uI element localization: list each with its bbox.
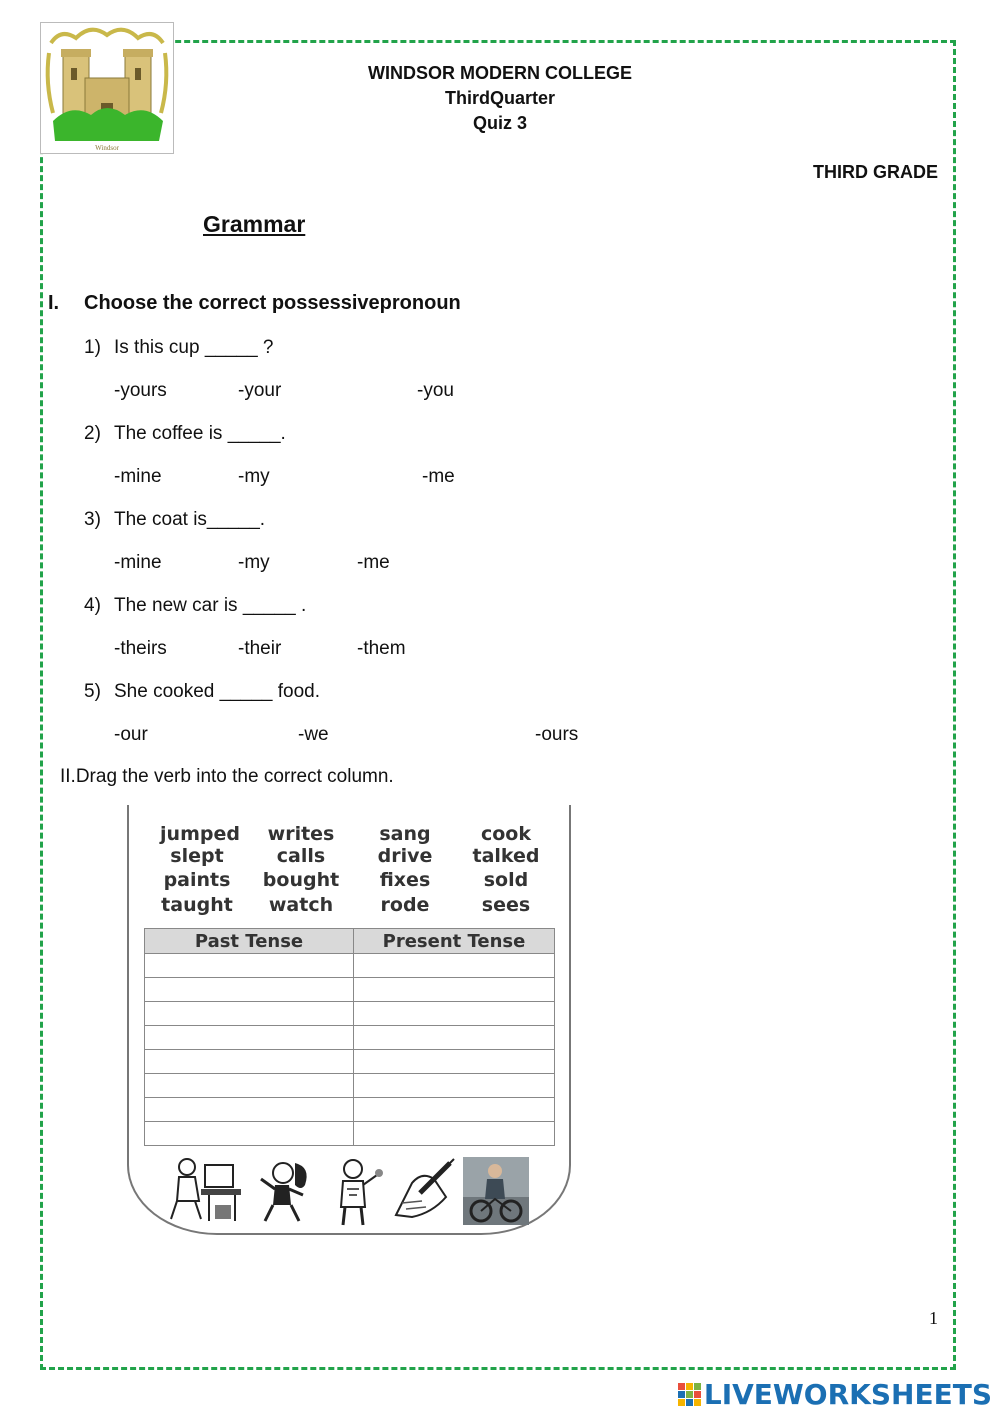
draggable-verb[interactable]: bought <box>262 869 340 891</box>
brand-prefix: LIVE <box>703 1378 773 1411</box>
column-header-past: Past Tense <box>145 929 354 954</box>
answer-option[interactable]: -mine <box>114 466 162 487</box>
drop-cell-past[interactable] <box>145 1074 354 1098</box>
question-number: 3) <box>84 509 101 530</box>
drop-cell-present[interactable] <box>354 1050 555 1074</box>
table-row <box>145 1098 555 1122</box>
draggable-verb[interactable]: taught <box>161 894 233 916</box>
answer-option[interactable]: -my <box>238 466 270 487</box>
answer-option[interactable]: -me <box>422 466 455 487</box>
answer-option[interactable]: -me <box>357 552 390 573</box>
grade-label: THIRD GRADE <box>813 162 938 182</box>
drop-cell-present[interactable] <box>354 954 555 978</box>
draggable-verb[interactable]: drive <box>377 845 433 867</box>
answer-option[interactable]: -yours <box>114 380 167 401</box>
draggable-verb[interactable]: sees <box>481 894 531 916</box>
question-number: 5) <box>84 681 101 702</box>
brand-suffix: WORKSHEETS <box>772 1378 992 1411</box>
answer-option[interactable]: -our <box>114 724 148 745</box>
question-text: The coffee is _____. <box>114 423 286 444</box>
answer-option[interactable]: -my <box>238 552 270 573</box>
question-text: The new car is _____ . <box>114 595 307 616</box>
draggable-verb[interactable]: sang <box>379 823 431 845</box>
question-number: 1) <box>84 337 101 358</box>
draggable-verb[interactable]: fixes <box>379 869 431 891</box>
draggable-verb[interactable]: calls <box>276 845 326 867</box>
drop-cell-present[interactable] <box>354 1074 555 1098</box>
drop-cell-past[interactable] <box>145 1026 354 1050</box>
table-row <box>145 1050 555 1074</box>
draggable-verb[interactable]: writes <box>267 823 335 845</box>
drop-cell-past[interactable] <box>145 1002 354 1026</box>
answer-option[interactable]: -you <box>417 380 454 401</box>
table-row <box>145 1026 555 1050</box>
question-number: 2) <box>84 423 101 444</box>
draggable-verb[interactable]: jumped <box>160 823 240 845</box>
answer-option[interactable]: -we <box>298 724 329 745</box>
phone-call-icon <box>255 1155 317 1225</box>
draggable-verb[interactable]: rode <box>380 894 430 916</box>
section1-title: Choose the correct possessivepronoun <box>84 292 461 314</box>
table-row <box>145 1074 555 1098</box>
draggable-verb[interactable]: paints <box>163 869 231 891</box>
table-row <box>145 1122 555 1146</box>
drop-cell-past[interactable] <box>145 978 354 1002</box>
subject-title: Grammar <box>203 211 306 237</box>
drop-cell-present[interactable] <box>354 1122 555 1146</box>
question-text: Is this cup _____ ? <box>114 337 274 358</box>
draggable-verb[interactable]: watch <box>268 894 334 916</box>
tense-table <box>144 928 555 1146</box>
drop-cell-present[interactable] <box>354 1026 555 1050</box>
question-text: She cooked _____ food. <box>114 681 321 702</box>
answer-option[interactable]: -mine <box>114 552 162 573</box>
table-row <box>145 978 555 1002</box>
question-number: 4) <box>84 595 101 616</box>
section2-title: II.Drag the verb into the correct column. <box>60 766 394 787</box>
answer-option[interactable]: -theirs <box>114 638 167 659</box>
table-row <box>145 1002 555 1026</box>
draggable-verb[interactable]: slept <box>170 845 224 867</box>
page-number: 1 <box>929 1308 938 1328</box>
drop-cell-past[interactable] <box>145 1098 354 1122</box>
draggable-verb[interactable]: sold <box>483 869 529 891</box>
draggable-verb[interactable]: talked <box>472 845 540 867</box>
answer-option[interactable]: -ours <box>535 724 579 745</box>
drop-cell-past[interactable] <box>145 1050 354 1074</box>
brand-logo <box>678 1378 992 1411</box>
logo-caption: Windsor <box>95 144 119 152</box>
liveworksheets-icon <box>678 1381 702 1405</box>
drop-cell-past[interactable] <box>145 1122 354 1146</box>
person-at-desk-icon <box>165 1153 245 1225</box>
answer-option[interactable]: -their <box>238 638 282 659</box>
quarter-label: ThirdQuarter <box>444 88 555 108</box>
answer-option[interactable]: -your <box>238 380 282 401</box>
drop-cell-past[interactable] <box>145 954 354 978</box>
column-header-present: Present Tense <box>354 929 555 954</box>
hand-writing-icon <box>392 1157 458 1221</box>
person-eating-icon <box>333 1155 385 1227</box>
table-row <box>145 954 555 978</box>
cyclist-photo-icon <box>463 1157 529 1225</box>
answer-option[interactable]: -them <box>357 638 406 659</box>
question-text: The coat is_____. <box>114 509 266 530</box>
drop-cell-present[interactable] <box>354 978 555 1002</box>
school-name: WINDSOR MODERN COLLEGE <box>368 63 632 83</box>
section1-number: I. <box>48 292 60 314</box>
drop-cell-present[interactable] <box>354 1098 555 1122</box>
drop-cell-present[interactable] <box>354 1002 555 1026</box>
quiz-label: Quiz 3 <box>472 113 527 133</box>
draggable-verb[interactable]: cook <box>480 823 531 845</box>
